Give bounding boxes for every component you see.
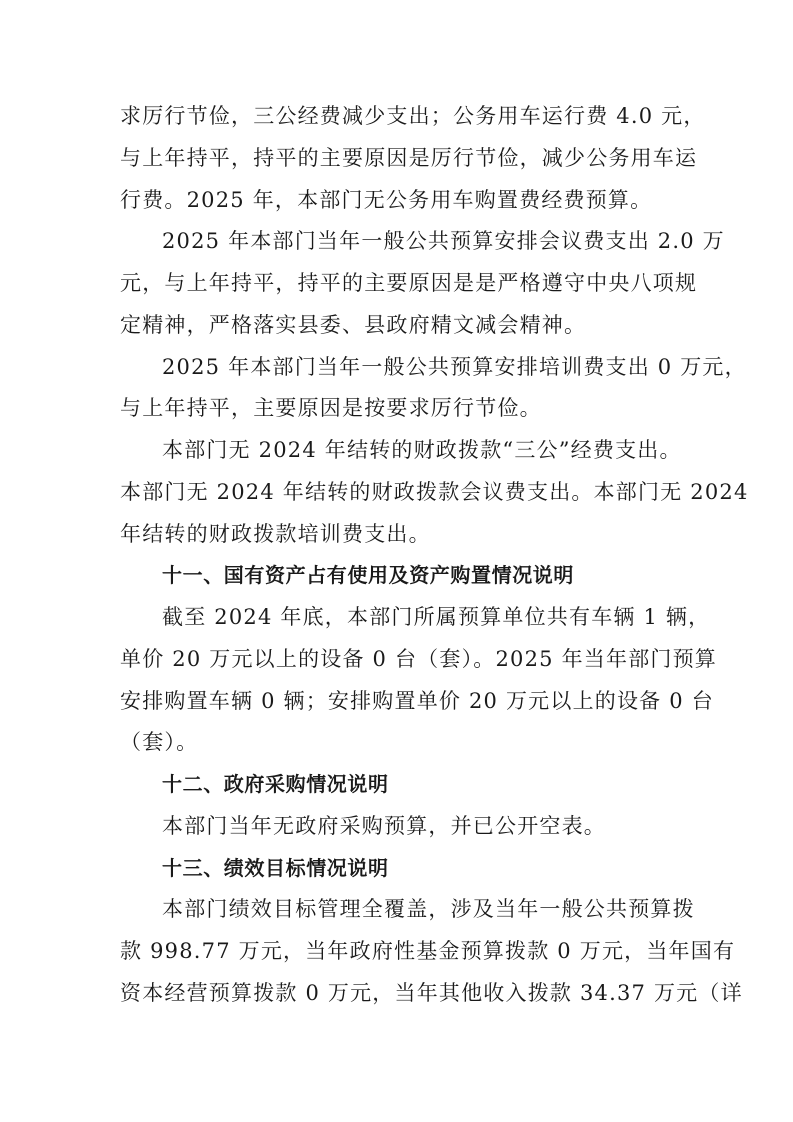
paragraph-line: 款 998.77 万元，当年政府性基金预算拨款 0 万元，当年国有 [120, 939, 736, 963]
section-heading: 十一、国有资产占有使用及资产购置情况说明 [162, 563, 574, 587]
section-heading: 十二、政府采购情况说明 [162, 772, 389, 796]
paragraph-line: 行费。2025 年，本部门无公务用车购置费经费预算。 [120, 188, 653, 212]
paragraph-line: 2025 年本部门当年一般公共预算安排会议费支出 2.0 万 [162, 229, 725, 253]
paragraph-line: 元，与上年持平，持平的主要原因是是严格遵守中央八项规 [120, 271, 698, 295]
paragraph-line: 定精神，严格落实县委、县政府精文减会精神。 [120, 313, 587, 337]
paragraph-line: 本部门无 2024 年结转的财政拨款“三公”经费支出。 [162, 438, 682, 462]
paragraph-line: 本部门绩效目标管理全覆盖，涉及当年一般公共预算拨 [162, 897, 695, 921]
section-heading: 十三、绩效目标情况说明 [162, 856, 389, 880]
paragraph-line: 单价 20 万元以上的设备 0 台（套）。2025 年当年部门预算 [120, 647, 718, 671]
paragraph-line: （套）。 [120, 730, 199, 754]
paragraph-line: 与上年持平，持平的主要原因是厉行节俭，减少公务用车运 [120, 146, 698, 170]
paragraph-line: 2025 年本部门当年一般公共预算安排培训费支出 0 万元， [162, 355, 747, 379]
paragraph-line: 求厉行节俭，三公经费减少支出；公务用车运行费 4.0 元， [120, 104, 706, 128]
paragraph-line: 安排购置车辆 0 辆；安排购置单价 20 万元以上的设备 0 台 [120, 689, 714, 713]
paragraph-line: 截至 2024 年底，本部门所属预算单位共有车辆 1 辆， [162, 605, 711, 629]
paragraph-line: 与上年持平，主要原因是按要求厉行节俭。 [120, 396, 542, 420]
paragraph-line: 本部门当年无政府采购预算，并已公开空表。 [162, 814, 606, 838]
paragraph-line: 本部门无 2024 年结转的财政拨款会议费支出。本部门无 2024 [120, 480, 749, 504]
paragraph-line: 年结转的财政拨款培训费支出。 [120, 522, 431, 546]
paragraph-line: 资本经营预算拨款 0 万元，当年其他收入拨款 34.37 万元（详 [120, 981, 743, 1005]
